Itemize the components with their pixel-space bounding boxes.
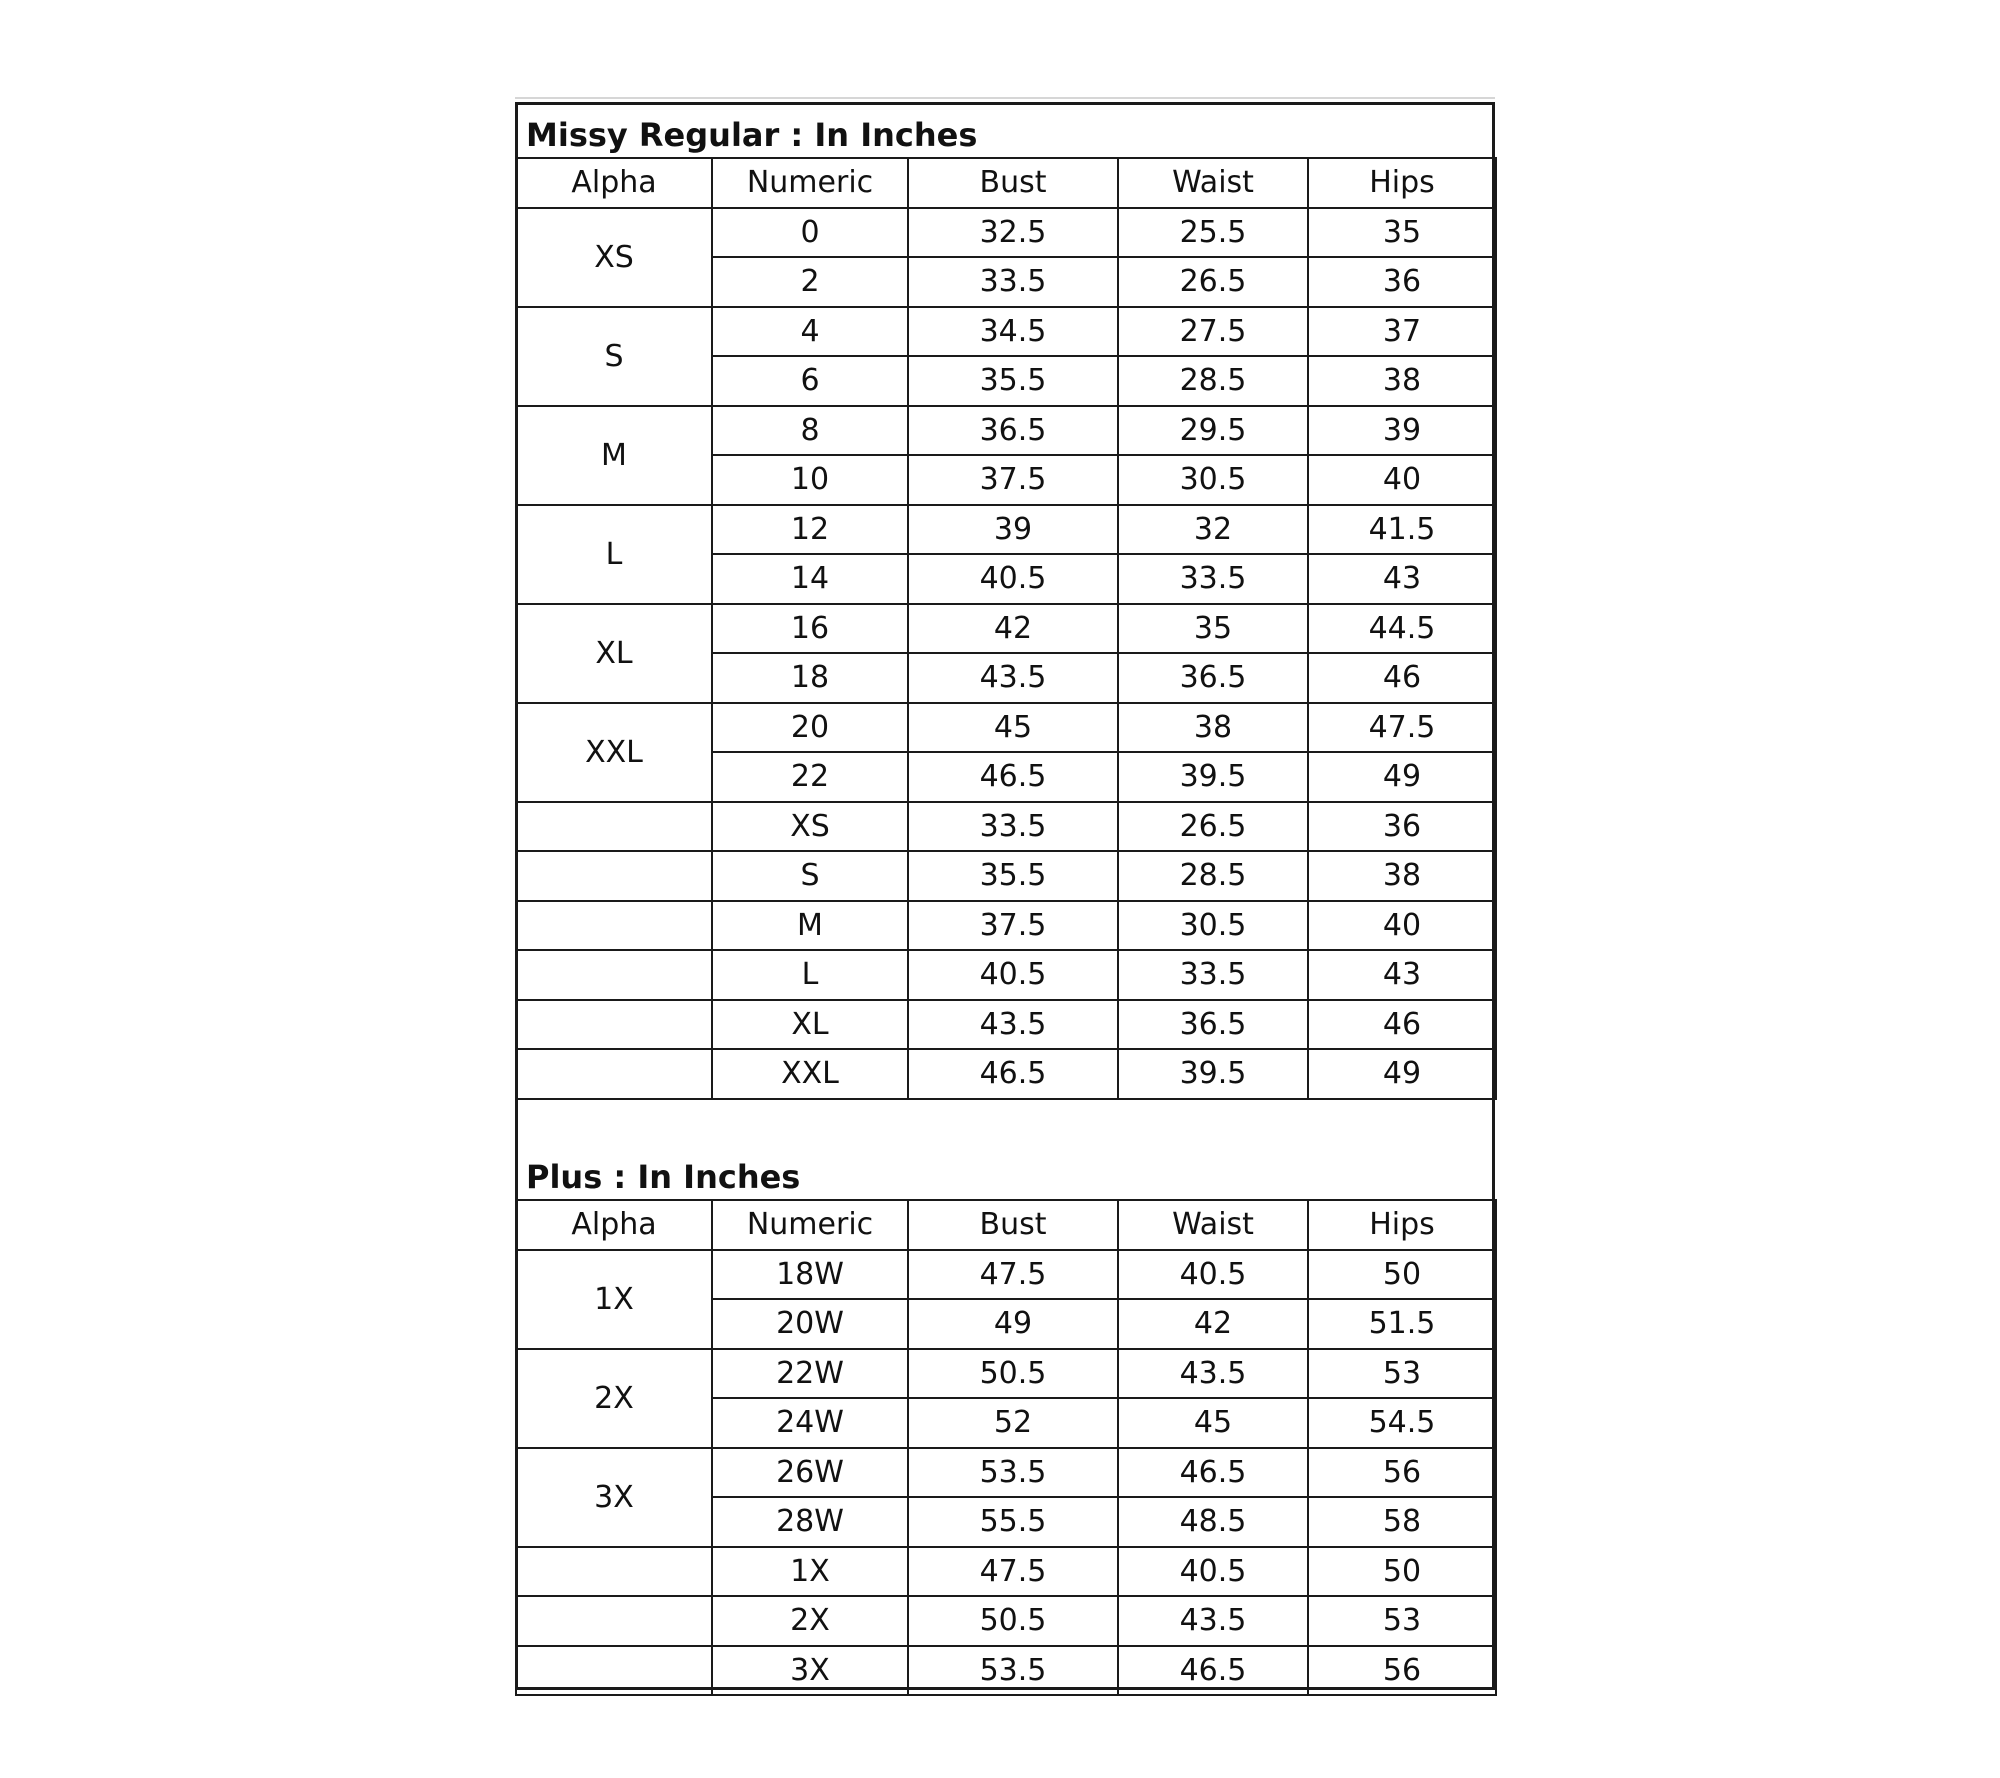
table-row: [516, 307, 1496, 357]
numeric-cell: 0: [712, 208, 908, 258]
alpha-cell: [516, 802, 712, 852]
alpha-cell: [516, 1646, 712, 1696]
alpha-cell: XXL: [516, 703, 712, 802]
bust-cell: 50.5: [908, 1596, 1118, 1646]
waist-cell: 42: [1118, 1299, 1308, 1349]
alpha-cell: XS: [516, 208, 712, 307]
bust-cell: 37.5: [908, 455, 1118, 505]
numeric-cell: 18: [712, 653, 908, 703]
hips-cell: 46: [1308, 1000, 1496, 1050]
numeric-cell: 22W: [712, 1349, 908, 1399]
missy-header-alpha: Alpha: [516, 158, 712, 208]
hips-cell: 37: [1308, 307, 1496, 357]
hips-cell: 41.5: [1308, 505, 1496, 555]
bust-cell: 33.5: [908, 257, 1118, 307]
alpha-cell: [516, 901, 712, 951]
table-row: [516, 1049, 1496, 1099]
numeric-cell: S: [712, 851, 908, 901]
hips-cell: 51.5: [1308, 1299, 1496, 1349]
numeric-cell: 4: [712, 307, 908, 357]
numeric-cell: 20W: [712, 1299, 908, 1349]
bust-cell: 34.5: [908, 307, 1118, 357]
table-row: [516, 703, 1496, 753]
hips-cell: 49: [1308, 752, 1496, 802]
hips-cell: 43: [1308, 554, 1496, 604]
numeric-cell: 18W: [712, 1250, 908, 1300]
missy-table-body: [516, 208, 1496, 1099]
numeric-cell: XXL: [712, 1049, 908, 1099]
bust-cell: 46.5: [908, 752, 1118, 802]
numeric-cell: 2X: [712, 1596, 908, 1646]
table-row: [516, 802, 1496, 852]
hips-cell: 58: [1308, 1497, 1496, 1547]
bust-cell: 33.5: [908, 802, 1118, 852]
missy-header-waist: Waist: [1118, 158, 1308, 208]
waist-cell: 33.5: [1118, 950, 1308, 1000]
alpha-cell: M: [516, 406, 712, 505]
waist-cell: 39.5: [1118, 1049, 1308, 1099]
plus-section-title: Plus : In Inches: [526, 1158, 801, 1196]
numeric-cell: 20: [712, 703, 908, 753]
hips-cell: 50: [1308, 1547, 1496, 1597]
hips-cell: 39: [1308, 406, 1496, 456]
hips-cell: 40: [1308, 901, 1496, 951]
alpha-cell: 3X: [516, 1448, 712, 1547]
missy-header-row: [516, 158, 1496, 208]
plus-header-bust: Bust: [908, 1200, 1118, 1250]
hips-cell: 43: [1308, 950, 1496, 1000]
waist-cell: 32: [1118, 505, 1308, 555]
top-rule: [515, 97, 1495, 99]
size-chart-sheet: [515, 102, 1495, 1690]
numeric-cell: 26W: [712, 1448, 908, 1498]
alpha-cell: [516, 1049, 712, 1099]
bust-cell: 32.5: [908, 208, 1118, 258]
bust-cell: 40.5: [908, 950, 1118, 1000]
numeric-cell: 3X: [712, 1646, 908, 1696]
plus-size-table: [515, 1199, 1497, 1696]
waist-cell: 29.5: [1118, 406, 1308, 456]
numeric-cell: 6: [712, 356, 908, 406]
hips-cell: 54.5: [1308, 1398, 1496, 1448]
hips-cell: 46: [1308, 653, 1496, 703]
bust-cell: 39: [908, 505, 1118, 555]
numeric-cell: M: [712, 901, 908, 951]
table-row: [516, 406, 1496, 456]
table-row: [516, 1250, 1496, 1300]
hips-cell: 49: [1308, 1049, 1496, 1099]
hips-cell: 40: [1308, 455, 1496, 505]
bust-cell: 53.5: [908, 1448, 1118, 1498]
hips-cell: 38: [1308, 851, 1496, 901]
waist-cell: 48.5: [1118, 1497, 1308, 1547]
waist-cell: 25.5: [1118, 208, 1308, 258]
plus-header-alpha: Alpha: [516, 1200, 712, 1250]
waist-cell: 36.5: [1118, 653, 1308, 703]
waist-cell: 26.5: [1118, 257, 1308, 307]
numeric-cell: 24W: [712, 1398, 908, 1448]
alpha-cell: [516, 1000, 712, 1050]
alpha-cell: 1X: [516, 1250, 712, 1349]
hips-cell: 35: [1308, 208, 1496, 258]
hips-cell: 50: [1308, 1250, 1496, 1300]
waist-cell: 45: [1118, 1398, 1308, 1448]
numeric-cell: 22: [712, 752, 908, 802]
numeric-cell: XS: [712, 802, 908, 852]
hips-cell: 36: [1308, 802, 1496, 852]
numeric-cell: 2: [712, 257, 908, 307]
table-row: [516, 1349, 1496, 1399]
hips-cell: 36: [1308, 257, 1496, 307]
numeric-cell: 14: [712, 554, 908, 604]
missy-size-table: [515, 157, 1497, 1100]
alpha-cell: [516, 1547, 712, 1597]
numeric-cell: XL: [712, 1000, 908, 1050]
waist-cell: 30.5: [1118, 455, 1308, 505]
numeric-cell: 10: [712, 455, 908, 505]
hips-cell: 47.5: [1308, 703, 1496, 753]
waist-cell: 33.5: [1118, 554, 1308, 604]
table-row: [516, 208, 1496, 258]
table-row: [516, 1000, 1496, 1050]
waist-cell: 28.5: [1118, 356, 1308, 406]
waist-cell: 40.5: [1118, 1547, 1308, 1597]
plus-header-numeric: Numeric: [712, 1200, 908, 1250]
waist-cell: 43.5: [1118, 1596, 1308, 1646]
table-row: [516, 1596, 1496, 1646]
plus-header-hips: Hips: [1308, 1200, 1496, 1250]
waist-cell: 36.5: [1118, 1000, 1308, 1050]
bust-cell: 52: [908, 1398, 1118, 1448]
bust-cell: 43.5: [908, 1000, 1118, 1050]
hips-cell: 53: [1308, 1596, 1496, 1646]
numeric-cell: 12: [712, 505, 908, 555]
hips-cell: 56: [1308, 1646, 1496, 1696]
waist-cell: 28.5: [1118, 851, 1308, 901]
hips-cell: 38: [1308, 356, 1496, 406]
numeric-cell: 1X: [712, 1547, 908, 1597]
waist-cell: 40.5: [1118, 1250, 1308, 1300]
table-row: [516, 851, 1496, 901]
bust-cell: 37.5: [908, 901, 1118, 951]
waist-cell: 43.5: [1118, 1349, 1308, 1399]
bust-cell: 36.5: [908, 406, 1118, 456]
hips-cell: 56: [1308, 1448, 1496, 1498]
table-row: [516, 1646, 1496, 1696]
waist-cell: 27.5: [1118, 307, 1308, 357]
alpha-cell: S: [516, 307, 712, 406]
bust-cell: 35.5: [908, 356, 1118, 406]
bust-cell: 42: [908, 604, 1118, 654]
plus-table-body: [516, 1250, 1496, 1696]
bust-cell: 53.5: [908, 1646, 1118, 1696]
bust-cell: 47.5: [908, 1547, 1118, 1597]
table-row: [516, 950, 1496, 1000]
bust-cell: 35.5: [908, 851, 1118, 901]
table-row: [516, 1547, 1496, 1597]
bust-cell: 50.5: [908, 1349, 1118, 1399]
waist-cell: 46.5: [1118, 1448, 1308, 1498]
missy-section-title: Missy Regular : In Inches: [526, 116, 978, 154]
numeric-cell: L: [712, 950, 908, 1000]
missy-header-bust: Bust: [908, 158, 1118, 208]
alpha-cell: 2X: [516, 1349, 712, 1448]
alpha-cell: L: [516, 505, 712, 604]
table-row: [516, 604, 1496, 654]
table-row: [516, 901, 1496, 951]
hips-cell: 53: [1308, 1349, 1496, 1399]
waist-cell: 30.5: [1118, 901, 1308, 951]
bust-cell: 49: [908, 1299, 1118, 1349]
alpha-cell: [516, 950, 712, 1000]
bust-cell: 55.5: [908, 1497, 1118, 1547]
numeric-cell: 8: [712, 406, 908, 456]
table-row: [516, 505, 1496, 555]
bust-cell: 40.5: [908, 554, 1118, 604]
waist-cell: 38: [1118, 703, 1308, 753]
missy-header-hips: Hips: [1308, 158, 1496, 208]
bust-cell: 43.5: [908, 653, 1118, 703]
alpha-cell: XL: [516, 604, 712, 703]
numeric-cell: 16: [712, 604, 908, 654]
numeric-cell: 28W: [712, 1497, 908, 1547]
bust-cell: 45: [908, 703, 1118, 753]
hips-cell: 44.5: [1308, 604, 1496, 654]
waist-cell: 35: [1118, 604, 1308, 654]
plus-header-waist: Waist: [1118, 1200, 1308, 1250]
table-row: [516, 1448, 1496, 1498]
bust-cell: 47.5: [908, 1250, 1118, 1300]
bust-cell: 46.5: [908, 1049, 1118, 1099]
missy-header-numeric: Numeric: [712, 158, 908, 208]
plus-header-row: [516, 1200, 1496, 1250]
waist-cell: 26.5: [1118, 802, 1308, 852]
waist-cell: 39.5: [1118, 752, 1308, 802]
alpha-cell: [516, 1596, 712, 1646]
waist-cell: 46.5: [1118, 1646, 1308, 1696]
alpha-cell: [516, 851, 712, 901]
